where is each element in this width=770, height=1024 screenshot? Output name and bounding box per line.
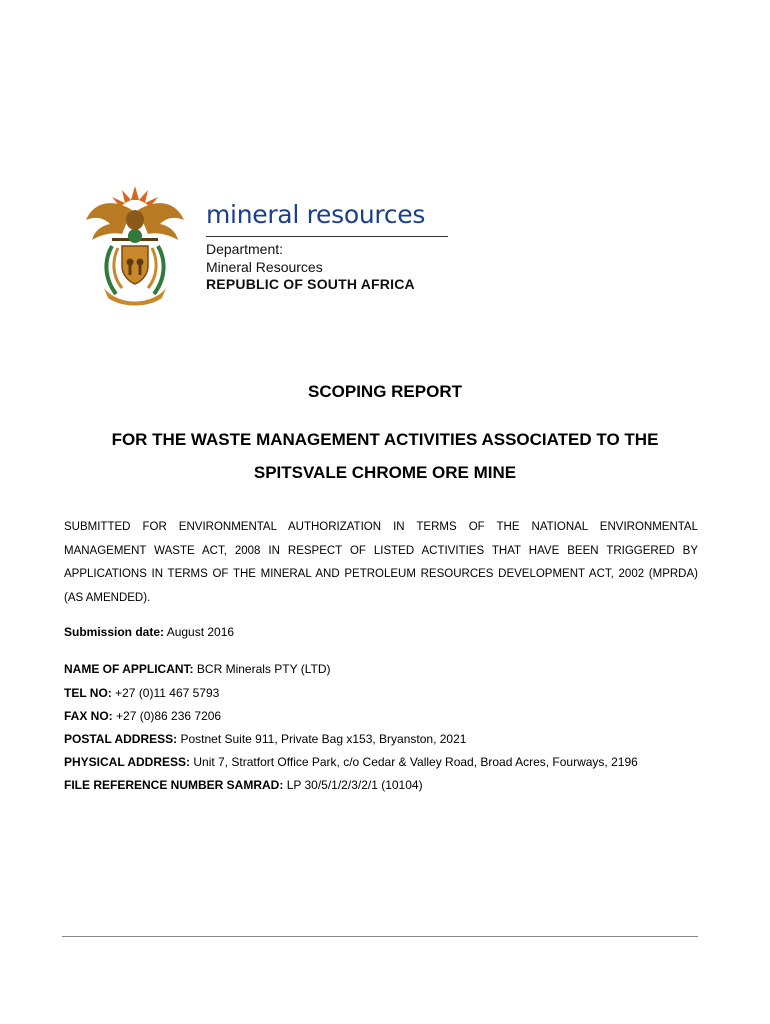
department-wordmark: mineral resources (206, 200, 426, 229)
wordmark-divider (206, 236, 448, 237)
statement-line: APPLICATIONS IN TERMS OF THE MINERAL AND PETROLEUM RESOURCES DEVELOPMENT ACT, 2002 (MPRDA) (64, 568, 698, 580)
telephone-number (64, 686, 219, 700)
field-value: August 2016 (166, 625, 235, 639)
statement-line: SUBMITTED FOR ENVIRONMENTAL AUTHORIZATION IN TERMS OF THE NATIONAL ENVIRONMENTAL (64, 521, 698, 533)
field-label: FILE REFERENCE NUMBER SAMRAD: (64, 778, 284, 792)
footer-divider (62, 936, 698, 937)
applicant-name (64, 662, 330, 676)
field-label: POSTAL ADDRESS: (64, 732, 178, 746)
report-subtitle-line2: SPITSVALE CHROME ORE MINE (253, 463, 517, 482)
field-value: +27 (0)11 467 5793 (115, 686, 220, 700)
postal-address (64, 732, 466, 746)
field-label: FAX NO: (64, 709, 113, 723)
submission-statement (64, 516, 698, 610)
field-value: Unit 7, Stratfort Office Park, c/o Cedar & Valley Road, Broad Acres, Fourways, 2196 (193, 755, 638, 769)
field-value: LP 30/5/1/2/3/2/1 (10104) (286, 778, 423, 792)
report-subtitle-line1: FOR THE WASTE MANAGEMENT ACTIVITIES ASSOCIATED TO THE (111, 430, 659, 449)
statement-line: (AS AMENDED). (64, 591, 151, 604)
field-label: NAME OF APPLICANT: (64, 662, 194, 676)
field-value: BCR Minerals PTY (LTD) (196, 662, 331, 676)
report-title: SCOPING REPORT (308, 382, 462, 401)
field-label: PHYSICAL ADDRESS: (64, 755, 191, 769)
field-value: Postnet Suite 911, Private Bag x153, Bryanston, 2021 (180, 732, 467, 746)
field-label: TEL NO: (64, 686, 112, 700)
coat-of-arms-icon (82, 180, 188, 308)
department-label: Department: (206, 241, 284, 257)
physical-address (64, 755, 638, 769)
statement-line: MANAGEMENT WASTE ACT, 2008 IN RESPECT OF LISTED ACTIVITIES THAT HAVE BEEN TRIGGERED BY (64, 544, 698, 557)
fax-number (64, 709, 221, 723)
field-label: Submission date: (64, 625, 165, 639)
file-reference (64, 778, 423, 792)
country-name: REPUBLIC OF SOUTH AFRICA (206, 276, 415, 292)
department-logo (82, 180, 462, 310)
submission-date (64, 625, 234, 639)
department-subtitle: Mineral Resources (206, 259, 323, 275)
field-value: +27 (0)86 236 7206 (116, 709, 222, 723)
